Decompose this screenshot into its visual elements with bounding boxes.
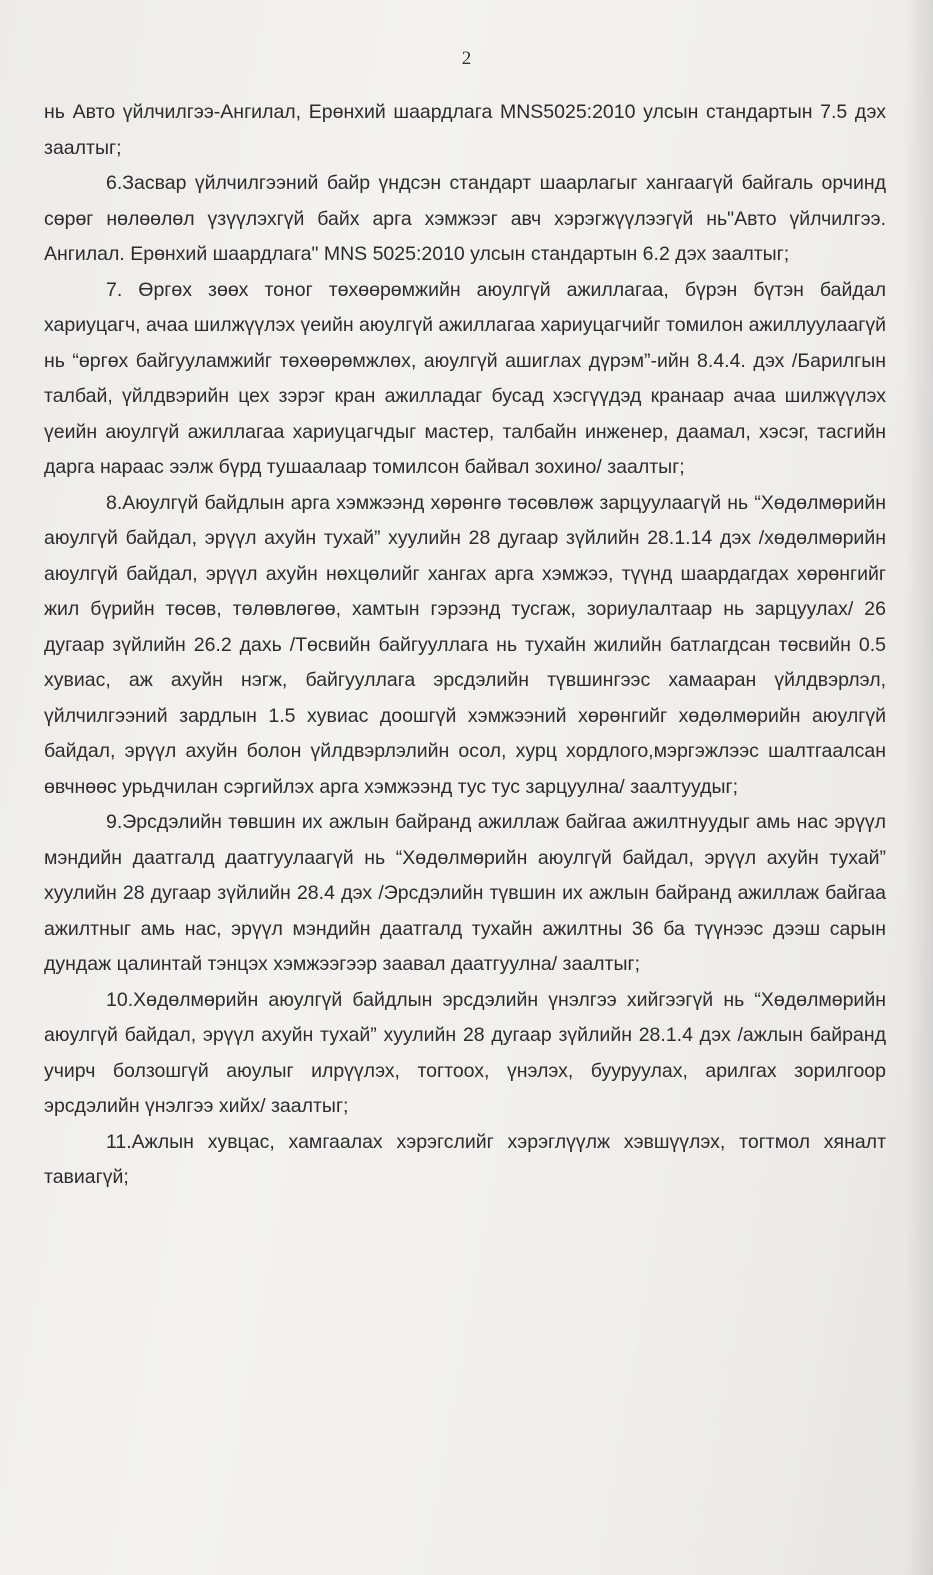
page-edge-shadow [905, 0, 933, 1575]
paragraph-continuation: нь Авто үйлчилгээ-Ангилал, Ерөнхий шаардлага MNS5025:2010 улсын стандартын 7.5 дэх заалтыг; [44, 101, 886, 159]
paragraph-item-10: 10.Хөдөлмөрийн аюулгүй байдлын эрсдэлийн үнэлгээ хийгээгүй нь “Хөдөлмөрийн аюулгүй байдал, эрүүл ахуйн тухай” хуулийн 28 дугаар зүйлийн 28.1.4 дэх /ажлын байранд учирч болзошгүй аюулыг илрүүлэх, тогтоох, үнэлэх, бууруулах, арилгах зорилгоор эрсдэлийн үнэлгээ хийх/ заалтыг; [44, 988, 886, 1117]
document-body [44, 95, 886, 1196]
paragraph-item-8: 8.Аюулгүй байдлын арга хэмжээнд хөрөнгө төсөвлөж зарцуулаагүй нь “Хөдөлмөрийн аюулгүй байдал, эрүүл ахуйн тухай” хуулийн 28 дугаар зүйлийн 28.1.14 дэх /хөдөлмөрийн аюулгүй байдал, эрүүл ахуйн нөхцөлийг хангах арга хэмжээ, түүнд шаардагдах хөрөнгийг жил бүрийн төсөв, төлөвлөгөө, хамтын гэрээнд тусгаж, зориулалтаар нь зарцуулах/ 26 дугаар зүйлийн 26.2 дахь /Төсвийн байгууллага нь тухайн жилийн батлагдсан төсвийн 0.5 хувиас, аж ахуйн нэгж, байгууллага эрсдэлийн түвшингээс хамааран үйлдвэрлэл, үйлчилгээний зардлын 1.5 хувиас доошгүй хэмжээний хөрөнгийг хөдөлмөрийн аюулгүй байдал, эрүүл ахуйн болон үйлдвэрлэлийн осол, хурц хордлого,мэргэжлээс шалтгаалсан өвчнөөс урьдчилан сэргийлэх арга хэмжээнд тус тус зарцуулна/ заалтуудыг; [44, 491, 886, 798]
paragraph-item-9: 9.Эрсдэлийн төвшин их ажлын байранд ажиллаж байгаа ажилтнуудыг амь нас эрүүл мэндийн даатгалд даатгуулаагүй нь “Хөдөлмөрийн аюулгүй байдал, эрүүл ахуйн тухай” хуулийн 28 дугаар зүйлийн 28.4 дэх /Эрсдэлийн түвшин их ажлын байранд ажиллаж байгаа ажилтныг амь нас, эрүүл мэндийн даатгалд тухайн ажилтны 36 ба түүнээс дээш сарын дундаж цалинтай тэнцэх хэмжээгээр заавал даатгуулна/ заалтыг; [44, 811, 886, 975]
page-number: 2 [461, 48, 472, 69]
paragraph-item-11: 11.Ажлын хувцас, хамгаалах хэрэгслийг хэрэглүүлж хэвшүүлэх, тогтмол хяналт тавиагүй; [44, 1130, 886, 1188]
paragraph-item-7: 7. Өргөх зөөх тоног төхөөрөмжийн аюулгүй ажиллагаа, бүрэн бүтэн байдал хариуцагч, ачаа шилжүүлэх үеийн аюулгүй ажиллагаа хариуцагчийг томилон ажиллуулаагүй нь “өргөх байгууламжийг төхөөрөмжлөх, аюулгүй ашиглах дүрэм”-ийн 8.4.4. дэх /Барилгын талбай, үйлдвэрийн цех зэрэг кран ажилладаг бусад хэсгүүдэд кранаар ачаа шилжүүлэх үеийн аюулгүй ажиллагаа хариуцагчдыг мастер, талбайн инженер, даамал, хэсэг, тасгийн дарга нараас ээлж бүрд тушаалаар томилсон байвал зохино/ заалтыг; [44, 278, 886, 478]
paragraph-item-6: 6.Засвар үйлчилгээний байр үндсэн стандарт шаарлагыг хангаагүй байгаль орчинд сөрөг нөлөөлөл үзүүлэхгүй байх арга хэмжээг авч хэрэгжүүлээгүй нь"Авто үйлчилгээ. Ангилал. Ерөнхий шаардлага" MNS 5025:2010 улсын стандартын 6.2 дэх заалтыг; [44, 172, 886, 265]
